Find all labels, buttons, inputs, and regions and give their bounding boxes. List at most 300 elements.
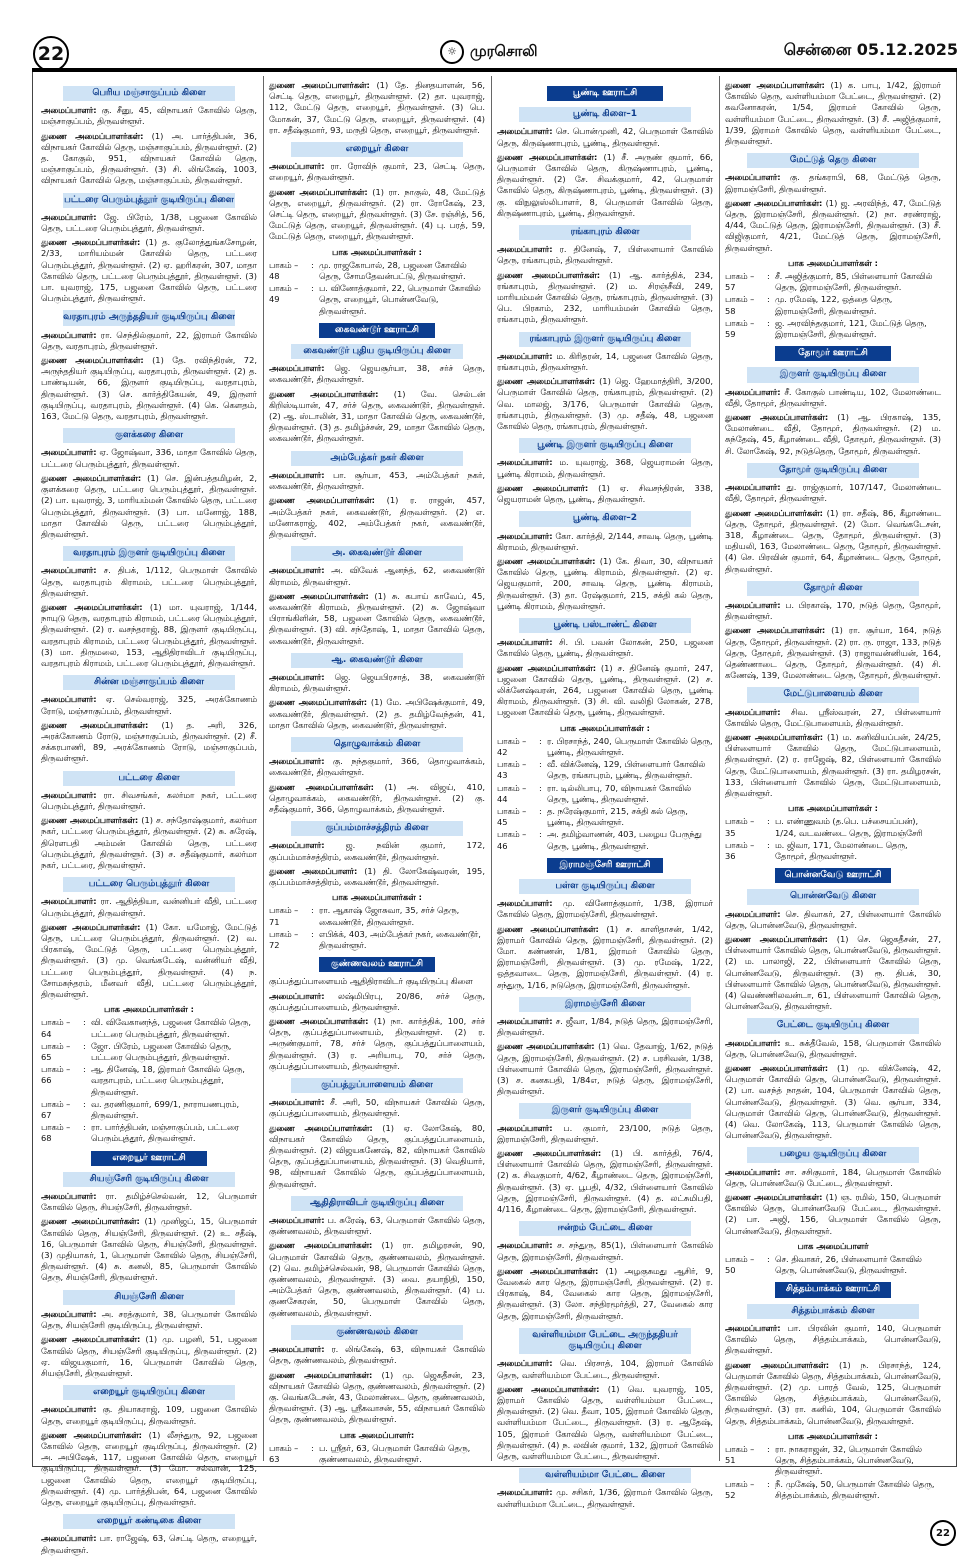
member-entry xyxy=(725,732,941,799)
member-details: (1) ம. கனிவியப்பன், 24/25, பிள்ளையார் கோவில் தெரு, மேட்டுபாளையம், திருவள்ளூர். (2) ர. ராஜேஷ், 82, பிள்ளையார் கோவில் தெரு, மேட்டுபாளையம், திருவள்ளூர். (3) ரா. தமிழரசன், 133, பிள்ளையார் கோவில் தெரு, மேட்டுபாளையம், திருவள்ளூர். xyxy=(725,731,942,798)
booth-member: சீ. அஜித்குமார், 85, பிள்ளையார் கோவில் தெரு, இராமஞ்சேரி, திருவள்ளூர். xyxy=(775,271,933,293)
booth-colon: : xyxy=(767,1254,770,1265)
member-entry xyxy=(41,694,257,716)
role-label: அமைப்பாளர்: xyxy=(497,1358,553,1369)
member-entry xyxy=(725,1063,941,1141)
role-label: துணை அமைப்பாளர்கள்: xyxy=(41,921,141,932)
member-details: ச. ஜீவா, 1/84, நடுத் தெரு, இராமஞ்சேரி, திருவள்ளூர். xyxy=(497,1016,713,1038)
role-label: அமைப்பாளர்: xyxy=(269,363,325,374)
panchayat-heading: பூண்டி ஊராட்சி xyxy=(547,86,663,101)
member-entry xyxy=(41,1430,257,1508)
booth-member: வி. விவேகானந்த், பஜனை கோவில் தெரு, பட்டரை பெரும்புத்தூர், திருவள்ளூர். xyxy=(91,1017,251,1039)
booth-colon: : xyxy=(539,829,542,840)
member-details: சா. சசிகுமார், 184, பெருமாள் கோவில் தெரு, பொன்னவேடு பேட்டை, திருவள்ளூர். xyxy=(725,1166,942,1188)
branch-heading: சியஞ்சேரி குடியிருப்பு கிளை xyxy=(63,1172,235,1187)
booth-member: ம. ஜிவா, 171, மேலாண்டை தெரு, தோமூர், திருவள்ளூர். xyxy=(775,839,908,861)
member-details: (1) மு. பழனி, 51, பஜனை கோவில் தெரு, சியஞ்சேரி குடியிருப்பு, திருவள்ளூர். (2) ஏ. விஜயகுமார், 16, பெருமாள் கோவில் தெரு, சியஞ்சேரி, திருவள்ளூர். xyxy=(41,1334,257,1378)
booth-colon: : xyxy=(767,816,770,827)
branch-heading: ரங்காபுரம் கிளை xyxy=(519,225,691,240)
role-label: அமைப்பாளர்: xyxy=(269,1344,325,1355)
member-entry xyxy=(269,866,485,888)
booth-member: த. நரேஷ்குமார், 215, சக்தி கல் தெரு, பூண்டி, திருவள்ளூர். xyxy=(547,805,688,828)
booth-organizers-title: பாக அமைப்பாளர் xyxy=(797,1240,869,1251)
member-details: ரா. ஆதித்தியா, வன்னியர் வீதி, பட்டரை பெரும்புத்தூர், திருவள்ளூர். xyxy=(41,896,257,918)
booth-number: பாகம் – 48 xyxy=(269,259,299,282)
member-details: ச. திபக், 1/112, பெருமாள் கோவில் தெரு, வரதாபுரம் கிராமம், பட்டரை பெரும்புத்தூர், திருவள்ளூர். xyxy=(41,565,257,598)
role-label: அமைப்பாளர்: xyxy=(497,1122,553,1133)
role-label: அமைப்பாளர்: xyxy=(497,898,553,909)
role-label: அமைப்பாளர்: xyxy=(269,565,325,576)
member-entry xyxy=(725,508,941,575)
role-label: துணை அமைப்பாளர்கள்: xyxy=(497,1265,599,1276)
booth-organizers-title: பாக அமைப்பாளர்: xyxy=(339,1429,415,1440)
role-label: அமைப்பாளர்: xyxy=(497,126,553,137)
member-details: (1) ர. ராஜன், 457, அம்பேத்கர் நகர், கைவண்டூர், திருவள்ளூர். (2) எ. மனோகராஜ், 402, அம்பேத்கர் நகர், கைவண்டூர், திருவள்ளூர். xyxy=(269,495,486,539)
member-details: (1) ஜெ. ஹேமாத்திரி, 3/200, பெருமாள் கோவில் தெரு, ரங்காபுரம், திருவள்ளூர். (2) வெ. மாலஜ், 3/176, பெருமாள் கோவில் தெரு, ரங்காபுரம், திருவள்ளூர். (3) மு. சதீஷ், 48, பஜனை கோவில் தெரு, ரங்காபுரம், திருவள்ளூர். xyxy=(497,376,714,432)
role-label: துணை அமைப்பாளர்கள்: xyxy=(269,1240,373,1251)
role-label: துணை அமைப்பாளர்கள்: xyxy=(725,934,828,944)
booth-number: பாகம் – 63 xyxy=(269,1442,299,1464)
booth-number: பாகம் – 52 xyxy=(725,1478,755,1500)
branch-heading: குண்ணவலம் கிளை xyxy=(291,1325,463,1340)
booth-number: பாகம் – 57 xyxy=(725,271,755,293)
member-entry xyxy=(269,1344,485,1366)
booth-entry xyxy=(725,294,941,316)
member-entry xyxy=(41,896,257,918)
member-details: ஜெ. ஜெயபிரசாத், 38, கைவண்டூர் கிராமம், திருவள்ளூர். xyxy=(269,671,486,694)
booth-number: பாகம் – 51 xyxy=(725,1443,755,1466)
column-divider xyxy=(491,76,492,1461)
booth-organizers-title: பாக அமைப்பாளர்கள் : xyxy=(560,722,650,733)
role-label: துணை அமைப்பாளர்கள்: xyxy=(725,1359,830,1370)
role-label: அமைப்பாளர்: xyxy=(41,211,97,222)
booth-entry xyxy=(497,759,713,781)
member-details: ரா. செந்தில்குமார், 22, இராமர் கோவில் தெரு, வரதாபுரம், திருவள்ளூர். xyxy=(41,329,258,351)
member-entry xyxy=(725,387,941,409)
member-entry xyxy=(269,840,485,862)
role-label: அமைப்பாளர்: xyxy=(41,789,97,800)
role-label: அமைப்பாளர்: xyxy=(41,1191,97,1202)
role-label: அமைப்பாளர்: xyxy=(269,1097,325,1108)
member-entry xyxy=(497,244,713,266)
role-label: அமைப்பாளர்: xyxy=(497,530,553,541)
panchayat-heading: எறையூர் ஊராட்சி xyxy=(91,1151,207,1166)
booth-member: செ. திவாகர், 26, பிள்ளையார் கோவில் தெரு, பொன்னவேடு, திருவள்ளூர். xyxy=(775,1254,922,1276)
branch-heading: இருளர் குடியிருப்பு கிளை xyxy=(519,1103,691,1118)
member-details: பா. ராஜேஷ், 63, செட்டி தெரு, எறையூர், திருவள்ளூர். xyxy=(41,1533,257,1555)
member-details: ப. சுரேஷ், 63, பெருமாள் கோவில் தெரு, குண்ணவலம், திருவள்ளூர். xyxy=(269,1215,486,1237)
member-details: (1) ரா. தமிழரசன், 90, பெருமாள் கோவில் தெரு, குண்ணவலம், திருவள்ளூர். (2) வெ. தமிழ்ச்செல்வன், 98, பெருமாள் கோவில் தெரு, குண்ணவலம், திருவள்ளூர். (3) வை. தயாநிதி, 150, அம்பேத்கர் தெரு, குண்ணவலம், திருவள்ளூர். (4) ப. குணசேகரன், 50, பெருமாள் கோவில் தெரு, குண்ணவலம், திருவள்ளூர். xyxy=(269,1240,485,1318)
member-details: (1) ஆ. பிரகாஷ், 135, மேலாண்டை வீதி, தோமூர், திருவள்ளூர். (2) ம. சுந்தேஷ், 45, கீழாண்டை வீதி, தோமூர், திருவள்ளூர். (3) சி. லோகேஷ், 92, நடுத்தெரு, தோமூர், திருவள்ளூர். xyxy=(725,412,942,456)
member-entry xyxy=(269,470,485,492)
member-details: ஏ. ஜோஷ்வா, 336, மாதா கோவில் தெரு, பட்டரை பெரும்புத்தூர், திருவள்ளூர். xyxy=(41,447,257,469)
panchayat-heading: சித்தம்பாக்கம் ஊராட்சி xyxy=(775,1282,891,1297)
booth-number: பாகம் – 35 xyxy=(725,816,755,838)
member-entry xyxy=(269,389,485,445)
member-details: ரா. தமிழ்ச்செல்வன், 12, பெருமாள் கோவில் தெரு, சியஞ்சேரி, திருவள்ளூர். xyxy=(41,1191,257,1213)
member-details: (1) க. பாபு, 1/42, இராமர் கோவில் தெரு, வள்ளியம்மா பேட்டை, திருவள்ளூர். (2) கவனோகரன், 1/54, இராமர் கோவில் தெரு, வள்ளியம்மா பேட்டை, திருவள்ளூர். (3) சீ. அஜித்குமார், 1/39, இராமர் கோவில் தெரு, வள்ளியம்மா பேட்டை, திருவள்ளூர். xyxy=(725,80,942,147)
member-entry xyxy=(41,565,257,599)
booth-colon: : xyxy=(311,1442,314,1453)
member-details: ஜ. நவின் குமார், 172, குப்பம்மாச்சத்திரம், கைவண்டூர், திருவள்ளூர். xyxy=(269,840,486,862)
role-label: அமைப்பாளர்: xyxy=(497,637,553,648)
member-details: (1) கே. திவா, 30, விநாயகர் கோவில் தெரு, பூண்டி கிராமம், திருவள்ளூர். (2) ஏ. ஜெயகுமார், 200, சாவடி தெரு, பூண்டி கிராமம், திருவள்ளூர். (3) தா. ரேஷ்குமார், 215, சக்தி கல் தெரு, பூண்டி கிராமம், திருவள்ளூர். xyxy=(497,555,714,611)
branch-heading: பட்டரை கிளை xyxy=(63,771,235,786)
member-entry xyxy=(725,198,941,254)
booth-entry xyxy=(41,1017,257,1039)
role-label: துணை அமைப்பாளர்கள்: xyxy=(41,1334,141,1345)
member-entry xyxy=(497,1123,713,1145)
branch-heading: அ. கைவண்டூர் கிளை xyxy=(291,546,463,561)
booth-colon: : xyxy=(83,1098,86,1109)
masthead xyxy=(0,0,972,66)
member-entry xyxy=(497,483,713,505)
role-label: துணை அமைப்பாளர்கள்: xyxy=(725,731,824,742)
member-entry xyxy=(41,815,257,871)
member-details: (1) ஆ. கார்த்திக், 234, ரங்காபுரம், திருவள்ளூர். (2) ம. சிரஞ்சீவி, 249, மாரியம்மன் கோவில் தெரு, ரங்காபுரம், திருவள்ளூர். (3) பெ. பிரகாம், 232, மாரியம்மன் கோவில் தெரு, ரங்காபுரம், திருவள்ளூர். xyxy=(497,269,713,325)
column-2 xyxy=(269,80,486,1464)
branch-heading: பூண்டி கிளை–2 xyxy=(519,511,691,526)
member-details: (1) பி. கார்த்தி, 76/4, பிள்ளையார் கோவில் தெரு, இராமஞ்சேரி, திருவள்ளூர். (2) க. சிவகுமார், 4/62, கீழாண்டை தெரு, இராமஞ்சேரி, திருவள்ளூர். (3) ஏ. பூபதி, 4/32, பிள்ளையார் கோவில் தெரு, இராமஞ்சேரி, திருவள்ளூர். (4) த. லட்சுமிபதி, 4/116, கீழாண்டை தெரு, இராமஞ்சேரி, திருவள்ளூர். xyxy=(497,1148,713,1215)
member-details: ரா. சிவசங்கர், கலர்மா நகர், பட்டரை பெரும்புத்தூர், திருவள்ளூர். xyxy=(41,789,257,811)
booth-number: பாகம் – 72 xyxy=(269,928,299,950)
branch-heading: பழைய குடியிருப்பு கிளை xyxy=(747,1147,919,1162)
booth-organizers-title: பாக அமைப்பாளர்கள் : xyxy=(788,257,878,268)
booth-member: நீ. முகேஷ், 50, பெருமாள் கோவில் தெரு, சித்தம்பாக்கம், திருவள்ளூர். xyxy=(775,1478,935,1500)
booth-number: பாகம் – 67 xyxy=(41,1098,71,1121)
role-label: துணை அமைப்பாளர்கள்: xyxy=(41,237,141,248)
member-entry xyxy=(725,80,941,147)
booth-colon: : xyxy=(767,1443,770,1454)
member-details: லஷ்மிபிரபு, 20/86, சர்ச் தெரு, குப்பத்துப்பாளையம், திருவள்ளூர். xyxy=(269,990,485,1012)
member-details: ஜே. பிரேம், 1/38, பஜனை கோவில் தெரு, பட்டரை பெரும்புத்தூர், திருவள்ளூர். xyxy=(41,211,257,234)
booth-number: பாகம் – 65 xyxy=(41,1040,71,1063)
footer-page-number: 22 xyxy=(930,1520,956,1546)
booth-colon: : xyxy=(83,1122,86,1133)
booth-entry xyxy=(725,816,941,838)
member-entry xyxy=(269,495,485,540)
role-label: அமைப்பாளர்: xyxy=(41,896,97,907)
booth-entry xyxy=(41,1122,257,1144)
member-details: (1) மே. அபிஷேக்குமார், 49, கைவண்டூர், திருவள்ளூர். (2) த. தமிழ்வேந்தன், 41, மாதா கோவில் தெரு, கைவண்டூர், திருவள்ளூர். xyxy=(269,697,485,730)
booth-entry xyxy=(269,260,485,282)
member-entry xyxy=(497,351,713,373)
member-entry xyxy=(269,1370,485,1426)
booth-member: ரா. பார்த்திபன், மஞ்சாகுப்பம், பட்டரை பெரும்புத்தூர், திருவள்ளூர். xyxy=(91,1122,240,1144)
member-details: கோ. கார்த்தி, 2/144, சாவடி தெரு, பூண்டி கிராமம், திருவள்ளூர். xyxy=(497,530,713,552)
member-details: (1) ஏ. லோகேஷ், 80, விநாயகர் கோவில் தெரு, குப்பத்துப்பாளையம், திருவள்ளூர். (2) விஜயகணேஷ், 82, விநாயகர் கோவில் தெரு, குப்பத்துப்பாளையம், திருவள்ளூர். (3) வெதியார், 98, விநாயகர் கோவில் தெரு, குப்பத்துப்பாளையம், திருவள்ளூர். xyxy=(269,1122,486,1189)
role-label: துணை அமைப்பாளர்கள்: xyxy=(269,1122,373,1133)
member-entry xyxy=(269,672,485,694)
member-entry xyxy=(497,1041,713,1097)
member-entry xyxy=(725,482,941,504)
booth-organizers-title: பாக அமைப்பாளர்கள் : xyxy=(788,803,878,814)
role-label: துணை அமைப்பாளர்கள்: xyxy=(725,507,823,518)
member-entry xyxy=(725,172,941,194)
member-entry xyxy=(725,909,941,931)
role-label: அமைப்பாளர்: xyxy=(41,105,97,116)
member-details: அ. சரத்குமார், 38, பெருமாள் கோவில் தெரு, சியஞ்சேரி குடியிருப்பு, திருவள்ளூர். xyxy=(41,1308,258,1331)
role-label: துணை அமைப்பாளர்: xyxy=(269,865,358,876)
article-body xyxy=(32,72,957,1555)
member-details: அ. விவேக் ஆனந்த், 62, கைவண்டூர் கிராமம், திருவள்ளூர். xyxy=(269,565,485,587)
role-label: துணை அமைப்பாளர்கள்: xyxy=(41,130,144,141)
panchayat-heading: கைவண்டூர் ஊராட்சி xyxy=(319,323,435,338)
role-label: அமைப்பாளர்: xyxy=(725,172,781,183)
branch-heading: பூண்டி பஸ்டாண்ட் கிளை xyxy=(519,618,691,633)
member-details: சீ. அரி, 50, விநாயகர் கோவில் தெரு, குப்பத்துப்பாளையம், திருவள்ளூர். xyxy=(269,1097,486,1119)
role-label: துணை அமைப்பாளர்கள்: xyxy=(497,1148,602,1159)
member-details: (1) தி. லோகேஷ்வரன், 195, குப்பம்மாச்சத்திரம், கைவண்டூர், திருவள்ளூர். xyxy=(269,865,485,887)
role-label: அமைப்பாளர்: xyxy=(269,990,325,1001)
booth-member: மு. ராஜகோபால், 28, பஜனை கோவில் தெரு, சோமதேவன்பட்டு, திருவள்ளூர். xyxy=(319,259,467,282)
member-details: கு. சீனு, 45, விநாயகர் கோவில் தெரு, மஞ்சாகுப்பம், திருவள்ளூர். xyxy=(41,105,257,127)
branch-heading: எறையூர் கிளை xyxy=(291,142,463,157)
member-entry xyxy=(497,376,713,432)
booth-member: ப. எண்ணுவம் (த.பெ. பச்சையப்பன்), 1/24, வடவண்டை தெரு, இராமஞ்சேரி xyxy=(775,816,923,838)
booth-entry xyxy=(269,905,485,927)
booth-organizers-title: பாக அமைப்பாளர்கள் : xyxy=(788,1430,878,1441)
booth-entry xyxy=(497,806,713,828)
role-label: துணை அமைப்பாளர்கள்: xyxy=(269,388,379,399)
member-details: (1) லீசந்துரு, 92, பஜனை கோவில் தெரு, எறையூர் குடியிருப்பு, திருவள்ளூர். (2) அ. அபிஷேக், 117, பஜனை கோவில் தெரு, எறையூர் குடியிருப்பு, திருவள்ளூர். (3) மோ. சல்வான், 125, பஜனை கோவில் தெரு, எறையூர் குடியிருப்பு, திருவள்ளூர். (4) மு. பார்த்திபன், 64, பஜனை கோவில் தெரு, எறையூர் குடியிருப்பு, திருவள்ளூர். xyxy=(41,1429,257,1507)
member-details: (1) மு. விக்னேஷ், 42, பெருமாள் கோவில் தெரு, பொன்னவேடு, திருவள்ளூர். (2) பா. வசந்த் நாதன், 104, பெருமாள் கோவில் தெரு, பொன்னவேடு, திருவள்ளூர். (3) வெ. சூர்யா, 334, பெருமாள் கோவில் தெரு, பொன்னவேடு, திருவள்ளூர். (4) வெ. லோகேஷ், 113, பெருமாள் கோவில் தெரு, பொன்னவேடு, திருவள்ளூர். xyxy=(725,1063,941,1141)
booth-colon: : xyxy=(311,283,314,294)
member-entry xyxy=(497,1240,713,1262)
member-entry xyxy=(41,105,257,127)
booth-organizers-title: பாக அமைப்பாளர்கள் : xyxy=(332,246,422,257)
role-label: அமைப்பாளர்: xyxy=(41,565,97,576)
member-details: ஜெ. ஜெயசூர்யா, 38, சர்ச் தெரு, கைவண்டூர், திருவள்ளூர். xyxy=(269,363,485,385)
member-entry xyxy=(41,1533,257,1555)
role-label: அமைப்பாளர்: xyxy=(725,386,781,397)
role-label: துணை அமைப்பாளர்கள்: xyxy=(497,662,597,673)
member-entry xyxy=(497,126,713,148)
role-label: அமைப்பாளர்: xyxy=(497,244,553,255)
member-details: (1) செ. ஜெகதீசன், 27, பிள்ளையார் கோவில் தெரு, பொன்னவேடு, திருவள்ளூர். (2) ம. பாலாஜி, 22, பிள்ளையார் கோவில் தெரு, பொன்னவேடு, திருவள்ளூர். (3) ரூ. திபக், 30, பிள்ளையார் கோவில் தெரு, பொன்னவேடு, திருவள்ளூர். (4) வெண்ணிலவன்டா, 61, பிள்ளையார் கோவில் தெரு, பொன்னவேடு, திருவள்ளூர். xyxy=(725,934,942,1012)
member-entry xyxy=(497,898,713,920)
member-details: (1) ரா. சூர்யா, 164, நடுத் தெரு, தோமூர், திருவள்ளூர். (2) ரா. ரு. ராஜா, 133, நடுத் தெரு, தோமூர், திருவள்ளூர். (3) ராஜாவன்னியன், 164, தெண்ணாடை தெரு, தோமூர், திருவள்ளூர். (4) சி. கணேஷ், 139, மேலாண்டை தெரு, தோமூர், திருவள்ளூர். xyxy=(725,625,941,681)
member-details: (1) வெ. யுவராஜ், 105, இராமர் கோவில் தெரு, வள்ளியம்மா பேட்டை, திருவள்ளூர். (2) வெ. தீவா, 105, இராமர் கோவில் தெரு, வள்ளியம்மா பேட்டை, திருவள்ளூர். (3) ர. ஆதேஷ், 105, இராமர் கோவில் தெரு, வள்ளியம்மா பேட்டை, திருவள்ளூர். (4) ந. லவின் குமார், 132, இராமர் கோவில் தெரு, வள்ளியம்மா பேட்டை, திருவள்ளூர். xyxy=(497,1383,714,1461)
branch-heading: பூண்டி இருளர் குடியிருப்பு கிளை xyxy=(519,438,691,453)
role-label: அமைப்பாளர்: xyxy=(269,756,325,767)
member-entry xyxy=(41,355,257,422)
branch-heading: பெரிய மஞ்சாகுப்பம் கிளை xyxy=(63,86,235,101)
branch-heading: தொழுவாக்கம் கிளை xyxy=(291,737,463,752)
booth-colon: : xyxy=(767,839,770,850)
rising-sun-icon: ☼ xyxy=(440,40,464,64)
role-label: அமைப்பாளர்: xyxy=(41,329,97,340)
branch-heading: எறையூர் குடியிருப்பு கிளை xyxy=(63,1385,235,1400)
member-entry xyxy=(269,363,485,385)
role-label: துணை அமைப்பாளர்கள்: xyxy=(269,80,370,90)
role-label: துணை அமைப்பாளர்கள்: xyxy=(41,1216,140,1227)
booth-entry xyxy=(725,318,941,340)
role-label: அமைப்பாளர்: xyxy=(725,706,781,717)
member-details: (1) ரா. நாகுல், 48, மேட்டுத் தெரு, எறையூர், திருவள்ளூர். (2) ரா. ரோகேஷ், 23, செட்டி தெரு, எறையூர், திருவள்ளூர். (3) சே. ரஞ்சித், 56, மேட்டுத் தெரு, எறையூர், திருவள்ளூர். (4) பு. பரத், 59, மேட்டுத் தெரு, எறையூர், திருவள்ளூர். xyxy=(269,186,485,242)
role-label: அமைப்பாளர்: xyxy=(269,1215,325,1226)
paper-name: முரசொலி xyxy=(470,42,538,60)
booth-member: ரா. டில்லிபாபு, 70, விநாயகர் கோவில் தெரு, பூண்டி, திருவள்ளூர். xyxy=(547,782,691,804)
booth-colon: : xyxy=(767,271,770,282)
branch-heading: தோமூர் குடியிருப்பு கிளை xyxy=(747,463,919,478)
booth-colon: : xyxy=(539,805,542,816)
branch-heading: சித்தம்பாக்கம் கிளை xyxy=(747,1304,919,1319)
role-label: துணை அமைப்பாளர்கள்: xyxy=(41,815,139,826)
booth-colon: : xyxy=(83,1040,86,1051)
member-details: பா. சூர்யா, 453, அம்பேத்கர் நகர், கைவண்டூர், திருவள்ளூர். xyxy=(269,469,486,492)
booth-colon: : xyxy=(539,735,542,746)
member-details: கு. தியாகராஜ், 109, பஜனை கோவில் தெரு, எறையூர் குடியிருப்பு, திருவள்ளூர். xyxy=(41,1404,257,1426)
role-label: அமைப்பாளர்: xyxy=(269,161,325,172)
role-label: அமைப்பாளர்: xyxy=(725,1037,781,1048)
role-label: துணை அமைப்பாளர்கள்: xyxy=(725,412,829,423)
column-3 xyxy=(497,80,714,1509)
booth-number: பாகம் – 44 xyxy=(497,782,527,804)
booth-colon: : xyxy=(767,317,770,328)
branch-heading: இராமஞ்சேரி கிளை xyxy=(519,997,691,1012)
role-label: துணை அமைப்பாளர்கள்: xyxy=(41,472,142,483)
booth-colon: : xyxy=(539,759,542,770)
member-entry xyxy=(269,591,485,647)
booth-number: பாகம் – 36 xyxy=(725,839,755,861)
member-details: (1) ரா. சதீஷ், 86, கீழாண்டை தெரு, தோமூர், திருவள்ளூர். (2) மோ. வெங்கடேசன், 318, கீழாண்டை தெரு, தோமூர், திருவள்ளூர். (3) மதியலி, 163, மேலாண்டை தெரு, தோமூர், திருவள்ளூர். (4) செ. பிரவின் குமார், 64, கீழாண்டை தெரு, தோமூர், திருவள்ளூர். xyxy=(725,507,941,574)
role-label: அமைப்பாளர்: xyxy=(41,1308,97,1319)
member-entry xyxy=(497,1384,713,1462)
member-entry xyxy=(497,1487,713,1509)
role-label: துணை அமைப்பாளர்கள்: xyxy=(725,80,825,90)
role-label: துணை அமைப்பாளர்கள்: xyxy=(269,590,369,601)
member-details: (1) கோ. யமோஜ், மேட்டுத் தெரு, பட்டரை பெரும்புத்தூர், திருவள்ளூர். (2) வ. பிரகாஷ், மேட்டுத் தெரு, பட்டரை பெரும்புத்தூர், திருவள்ளூர். (3) மு. வெங்கடேஷ், வன்னியர் வீதி, பட்டரை பெரும்புத்தூர், திருவள்ளூர். (4) ந. சோமசுந்தரம், மீனவர் வீதி, பட்டரை பெரும்புத்தூர், திருவள்ளூர். xyxy=(41,921,258,1000)
role-label: அமைப்பாளர்: xyxy=(41,447,97,458)
booth-number: பாகம் – 58 xyxy=(725,294,755,316)
booth-colon: : xyxy=(83,1064,86,1075)
member-entry xyxy=(497,637,713,659)
booth-organizers-title: பாக அமைப்பாளர்கள் : xyxy=(332,892,422,903)
role-label: துணை அமைப்பாளர்கள்: xyxy=(269,1369,373,1380)
member-entry xyxy=(269,187,485,243)
column-divider xyxy=(263,76,264,1461)
booth-number: பாகம் – 49 xyxy=(269,283,299,305)
member-entry xyxy=(41,131,257,187)
branch-heading: அம்பேத்கர் நகர் கிளை xyxy=(291,451,463,466)
booth-number: பாகம் – 45 xyxy=(497,805,527,828)
role-label: அமைப்பாளர்: xyxy=(497,1240,553,1251)
branch-heading: சின்ன மஞ்சாகுப்பம் கிளை xyxy=(63,675,235,690)
booth-member: ஜோ. பிரேம், பஜனை கோவில் தெரு, பட்டரை பெரும்புத்தூர், திருவள்ளூர். xyxy=(91,1040,232,1063)
branch-heading: எறையூர் கண்டிகை கிளை xyxy=(63,1514,235,1529)
member-details: து. ராஜ்குமார், 107/147, மேலாண்டை வீதி, தோமூர், திருவள்ளூர். xyxy=(725,482,942,504)
role-label: துணை அமைப்பாளர்கள்: xyxy=(497,555,596,566)
booth-member: வீ. விக்னேஷ், 129, பிள்ளையார் கோவில் தெரு, ரங்காபுரம், பூண்டி, திருவள்ளூர். xyxy=(547,759,706,781)
member-details: (1) ச. சந்தோஷ்குமார், கலர்மா நகர், பட்டரை பெரும்புத்தூர், திருவள்ளூர். (2) சு. சுரேஷ், திரௌபதி அம்மன் கோவில் தெரு, பட்டரை பெரும்புத்தூர், திருவள்ளூர். (3) ச. சதீஷ்குமார், கலர்மா நகர், பட்டரை, திருவள்ளூர். xyxy=(41,815,258,870)
booth-member: மு. ரமேஷ், 122, ஒத்தை தெரு, இராமஞ்சேரி, திருவள்ளூர். xyxy=(775,294,893,316)
booth-member: ரா. ஆகாஷ் ஜோசுவா, 35, சர்ச் தெரு, கைவண்டூர், திருவள்ளூர். xyxy=(319,905,460,927)
booth-colon: : xyxy=(83,1017,86,1028)
member-entry xyxy=(41,922,257,1000)
panchayat-heading: இராமஞ்சேரி ஊராட்சி xyxy=(547,858,663,873)
branch-heading: குப்பம்மாச்சத்திரம் கிளை xyxy=(291,821,463,836)
member-entry xyxy=(725,707,941,729)
branch-heading: சியஞ்சேரி கிளை xyxy=(63,1290,235,1305)
role-label: துணை அமைப்பாளர்கள்: xyxy=(725,1063,829,1074)
booth-number: பாகம் – 68 xyxy=(41,1122,71,1144)
member-entry xyxy=(41,1404,257,1426)
role-label: துணை அமைப்பாளர்கள்: xyxy=(497,376,596,387)
role-label: அமைப்பாளர்: xyxy=(41,1404,97,1415)
dateline: சென்னை 05.12.2025 xyxy=(783,40,958,59)
page-number-badge: 22 xyxy=(33,36,69,72)
member-entry xyxy=(497,1358,713,1380)
branch-heading: பட்டரை பெரும்புத்தூர் குடியிருப்பு கிளை xyxy=(63,193,235,208)
member-entry xyxy=(725,1038,941,1060)
booth-number: பாகம் – 46 xyxy=(497,829,527,851)
member-entry xyxy=(725,600,941,622)
member-entry xyxy=(269,565,485,587)
member-entry xyxy=(725,625,941,681)
member-details: ரா. ரோவிந் குமார், 23, செட்டி தெரு, எறையூர், திருவள்ளூர். xyxy=(269,161,485,183)
member-details: (1) த. அரி, 326, அரக்கோணம் ரோடு, மஞ்சாகுப்பம், திருவள்ளூர். (2) சீ. சக்கரபாணி, 89, அரக்கோணம் ரோடு, மஞ்சாகுப்பம், திருவள்ளூர். xyxy=(41,719,257,764)
member-entry xyxy=(497,270,713,326)
member-details: பா. பிரவின் குமார், 140, பெருமாள் கோவில் தெரு, சித்தம்பாக்கம், பொன்னவேடு, திருவள்ளூர். xyxy=(725,1322,942,1356)
role-label: துணை அமைப்பாளர்கள்: xyxy=(269,495,375,506)
member-entry xyxy=(269,756,485,778)
booth-member: அ. தமிழ்வாணன், 403, பழைய பேருந்து தெரு, பூண்டி, திருவள்ளூர். xyxy=(547,829,702,851)
member-entry xyxy=(41,1309,257,1331)
member-entry xyxy=(269,161,485,183)
role-label: அமைப்பாளர்: xyxy=(497,1016,553,1027)
booth-entry xyxy=(41,1041,257,1063)
member-entry xyxy=(497,152,713,219)
role-label: துணை அமைப்பாளர்கள்: xyxy=(497,269,601,280)
column-divider xyxy=(719,76,720,1461)
branch-heading: ஈன்றம் பேட்டை கிளை xyxy=(519,1221,691,1236)
member-details: (1) நா. கார்த்திக், 100, சர்ச் தெரு, குப்பத்துப்பாளையம், திருவள்ளூர். (2) ர. அருண்குமார், 78, சர்ச் தெரு, குப்பத்துப்பாளையம், திருவள்ளூர். (3) ர. அரியாபு, 70, சர்ச் தெரு, குப்பத்துப்பாளையம், திருவள்ளூர். xyxy=(269,1016,486,1071)
member-details: (1) அ. பார்த்திபன், 36, விநாயகர் கோவில் தெரு, மஞ்சாகுப்பம், திருவள்ளூர். (2) த. கோகுல், 951, விநாயகர் கோவில் தெரு, மஞ்சாகுப்பம், திருவள்ளூர். (3) சி. லிங்கேஷ், 1003, விநாயகர் கோவில் தெரு, மஞ்சாகுப்பம், திருவள்ளூர். xyxy=(41,130,258,186)
booth-colon: : xyxy=(767,1478,770,1489)
member-entry xyxy=(269,991,485,1013)
member-entry xyxy=(497,924,713,991)
branch-heading: இருளர் குடியிருப்பு கிளை xyxy=(747,367,919,382)
member-details: செ. பொன்முனி, 42, பெருமாள் கோவில் தெரு, கிருஷ்ணாபுரம், பூண்டி, திருவள்ளூர். xyxy=(497,126,713,148)
branch-heading: வள்ளியம்மா பேட்டை கிளை xyxy=(519,1468,691,1483)
booth-entry xyxy=(725,1444,941,1478)
branch-heading: ஆதிதிராவிடர் குடியிருப்பு கிளை xyxy=(291,1196,463,1211)
role-label: அமைப்பாளர்: xyxy=(725,908,781,919)
member-entry xyxy=(41,1334,257,1379)
panchayat-heading: பொன்னவேடு ஊராட்சி xyxy=(775,868,891,883)
booth-colon: : xyxy=(311,259,314,270)
role-label: அமைப்பாளர்: xyxy=(41,1533,97,1544)
member-details: செ. திவாகர், 27, பிள்ளையார் கோவில் தெரு, பொன்னவேடு, திருவள்ளூர். xyxy=(725,908,941,930)
member-entry xyxy=(41,473,257,540)
member-entry xyxy=(497,556,713,612)
member-entry xyxy=(269,782,485,816)
member-details: கு. தங்கராபி, 68, மேட்டுத் தெரு, இராமஞ்சேரி, திருவள்ளூர். xyxy=(725,172,941,194)
member-entry xyxy=(497,663,713,719)
member-details: ச. சந்துரு, 85(1), பிள்ளையார் கோவில் தெரு, இராமஞ்சேரி, திருவள்ளூர். xyxy=(497,1240,714,1262)
booth-member: எபிக்க், 403, அம்பேத்கர் நகர், கைவண்டூர், திருவள்ளூர். xyxy=(319,928,481,950)
member-entry xyxy=(41,790,257,812)
role-label: துணை அமைப்பாளர்கள்: xyxy=(41,1429,142,1440)
booth-member: ப. ஸ்ரீதர், 63, பெருமாள் கோவில் தெரு, குண்ணவலம், திருவள்ளூர். xyxy=(319,1442,471,1464)
booth-number: பாகம் – 50 xyxy=(725,1254,755,1276)
booth-entry xyxy=(497,736,713,758)
member-entry xyxy=(497,1148,713,1215)
member-details: சி. பி. பவன் லோகன், 250, பஜனை கோவில் தெரு, பூண்டி, திருவள்ளூர். xyxy=(497,637,713,659)
panchayat-heading: குண்ணவலம் ஊராட்சி xyxy=(319,957,435,972)
role-label: அமைப்பாளர்: xyxy=(497,457,553,468)
